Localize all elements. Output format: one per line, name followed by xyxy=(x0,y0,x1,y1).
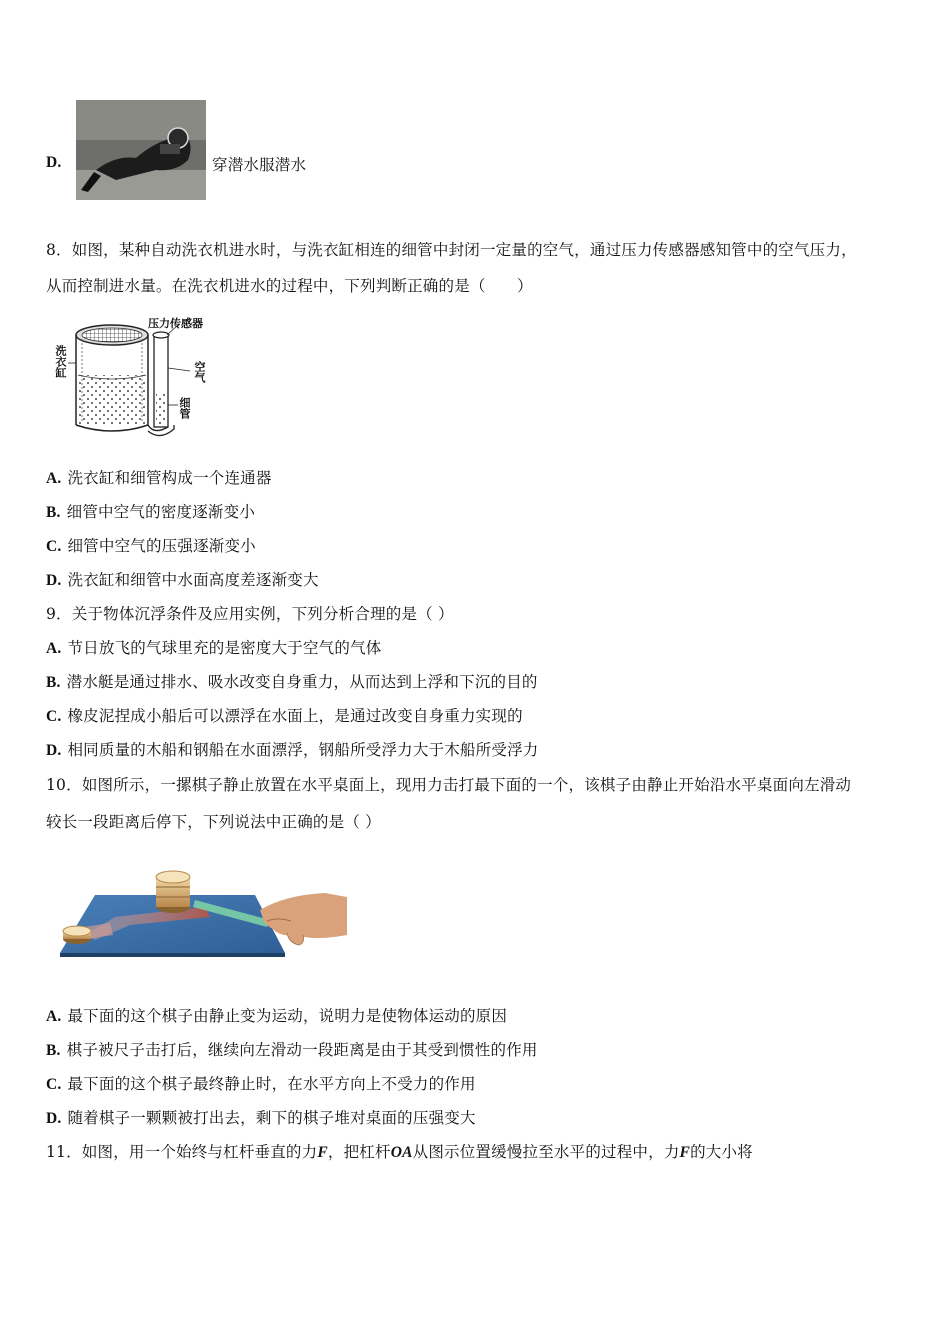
chess-pieces-photo xyxy=(55,855,355,965)
q10-stem-line2: 较长一段距离后停下，下列说法中正确的是（ ） xyxy=(46,813,381,831)
q9-stem: 9．关于物体沉浮条件及应用实例，下列分析合理的是（ ） xyxy=(46,605,454,623)
label-tank: 洗衣缸 xyxy=(54,345,67,378)
q7-option-d-text: 穿潜水服潜水 xyxy=(212,156,307,174)
q9-option-d: D. 相同质量的木船和钢船在水面漂浮，钢船所受浮力大于木船所受浮力 xyxy=(46,741,539,759)
label-pressure-sensor: 压力传感器 xyxy=(148,317,203,330)
q7-option-d-letter: D. xyxy=(46,154,62,171)
q8-stem-line2: 从而控制进水量。在洗衣机进水的过程中，下列判断正确的是（ ） xyxy=(46,277,533,295)
q10-option-c: C. 最下面的这个棋子最终静止时，在水平方向上不受力的作用 xyxy=(46,1075,476,1093)
q10-option-a: A. 最下面的这个棋子由静止变为运动，说明力是使物体运动的原因 xyxy=(46,1007,508,1025)
q8-option-d: D. 洗衣缸和细管中水面高度差逐渐变大 xyxy=(46,571,319,589)
q9-option-c: C. 橡皮泥捏成小船后可以漂浮在水面上，是通过改变自身重力实现的 xyxy=(46,707,523,725)
q8-stem-line1: 8．如图，某种自动洗衣机进水时，与洗衣缸相连的细管中封闭一定量的空气，通过压力传感器感知管中的空气压力， xyxy=(46,241,857,259)
washing-machine-diagram xyxy=(50,313,220,443)
q8-option-c: C. 细管中空气的压强逐渐变小 xyxy=(46,537,256,555)
q11-stem: 11．如图，用一个始终与杠杆垂直的力F，把杠杆OA从图示位置缓慢拉至水平的过程中，力F的大小将 xyxy=(46,1143,753,1161)
q10-option-b: B. 棋子被尺子击打后，继续向左滑动一段距离是由于其受到惯性的作用 xyxy=(46,1041,538,1059)
diver-photo xyxy=(76,100,206,200)
label-tube: 细管 xyxy=(178,397,191,419)
q8-option-b: B. 细管中空气的密度逐渐变小 xyxy=(46,503,256,521)
label-air: 空气 xyxy=(193,361,206,383)
q8-option-a: A. 洗衣缸和细管构成一个连通器 xyxy=(46,469,272,487)
q9-option-b: B. 潜水艇是通过排水、吸水改变自身重力，从而达到上浮和下沉的目的 xyxy=(46,673,538,691)
q9-option-a: A. 节日放飞的气球里充的是密度大于空气的气体 xyxy=(46,639,382,657)
q10-stem-line1: 10．如图所示，一摞棋子静止放置在水平桌面上，现用力击打最下面的一个，该棋子由静止开始沿水平桌面向左滑动 xyxy=(46,776,852,794)
q10-option-d: D. 随着棋子一颗颗被打出去，剩下的棋子堆对桌面的压强变大 xyxy=(46,1109,476,1127)
